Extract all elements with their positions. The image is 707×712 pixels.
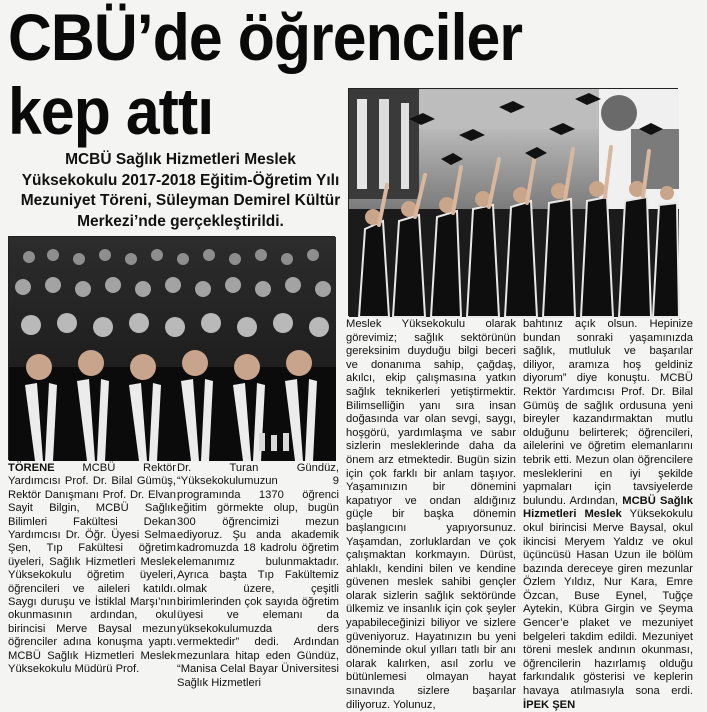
headline — [8, 0, 523, 148]
deck-subheading: MCBÜ Sağlık Hizmetleri Meslek Yüksekokulu 2017-2018 Eğitim-Öğretim Yılı Mezuniyet Töreni, Süleyman Demirel Kültür Merkezi’nde gerçekleştirildi. — [20, 151, 341, 230]
headline-line-2: kep attı — [8, 74, 214, 148]
lead-word: TÖRENE — [8, 462, 55, 474]
graduation-cap-toss-photo — [348, 88, 678, 316]
byline: İPEK ŞEN — [523, 698, 576, 711]
ceremony-audience-photo — [8, 236, 335, 460]
article-column-4 — [523, 318, 693, 712]
column-4-text-b: Yüksekokulu okul birincisi Merve Baysal, okul ikincisi Meryem Yaldız ve okul üçüncüsü Hasan Uzun ile bölüm bazında dereceye giren mezunlar Özlem Yıldız, Nur Kara, Emre Özcan, Buse Eynel, Tuğçe Aytekin, Kübra Girgin ve Şeyma Gencer’e plaket ve mezuniyet belgeleri takdim edildi. Mezuniyet töreni meslek andının okunması, öğrencilerin hazırlamış olduğu farkındalık gösterisi ve keplerin havaya atılmasıyla sona erdi. — [523, 508, 693, 698]
headline-line-1: CBÜ’de öğrenciler — [8, 0, 523, 74]
article-column-1 — [8, 462, 176, 677]
article-column-2 — [177, 462, 339, 690]
article-paragraph — [8, 462, 176, 677]
column-1-text: MCBÜ Rektör Yardımcısı Prof. Dr. Bilal Gümüş, Rektör Danışmanı Prof. Dr. Elvan Sayit Bilgin, MCBÜ Sağlık Bilimleri Fakültesi Dekan Yardımcısı Dr. Öğr. Üyesi Selma Şen, Tıp Fakültesi öğretim üyeleri, Sağlık Hizmetleri Meslek Yüksekokulu öğretim üyeleri, öğrencileri ve aileleri katıldı. Saygı duruşu ve İstiklal Marşı’nın okunmasının ardından, okul birincisi Merve Baysal mezun öğrenciler adına konuşma yaptı. MCBÜ Sağlık Hizmetleri Meslek Yüksekokulu Müdürü Prof. — [8, 462, 177, 676]
column-2-text: Dr. Turan Gündüz, “Yüksekokulumuzun 9 programında 1370 öğrenci eğitim görmekte olup, bugün 300 öğrencimizi mezun ediyoruz. Şu anda akademik kadromuzda 18 kadrolu öğretim elemanımız bulunmaktadır. Ayrıca başta Tıp Fakültemiz olmak üzere, çeşitli birimlerinden çok sayıda öğretim üyesi ve elemanı da yüksekokulumuzda ders vermektedir” dedi. Ardından mezunlara hitap eden Gündüz, “Manisa Celal Bayar Üniversitesi Sağlık Hizmetleri — [177, 462, 339, 689]
article-paragraph — [523, 318, 693, 712]
column-3-text: Meslek Yüksekokulu olarak görevimiz; sağlık sektörünün gereksinim duyduğu bilgi beceri ve donanıma sahip, çağdaş, akılcı, ekip çalışmasına yatkın sağlık teknikerleri yetiştirmektir. Bilimselliğin yanı sıra insan doğasında var olan sevgi, saygı, hoşgörü, yardımlaşma ve sabır sizlerin mesleklerinde daha da önem arz etmektedir. Bugün sizin için çok farklı bir anlam taşıyor. Yaşamınızın bir dönemini kapatıyor ve ondan aldığınız güçle bir başka dönemin başlangıcını yapıyorsunuz. Yaşamdan, zorluklardan ve çok çalışmaktan korkmayın. Dürüst, ahlaklı, kendini bilen ve kendine güvenen meslek sahibi gençler olarak sizlerin sağlık sektöründe ülkemiz ve insanlık için çok şeyler yapabileceğinizi biliyor ve sizlere güveniyoruz. Hayatınızın bu yeni döneminde okul yılları tatlı bir anı olarak kalırken, asıl zorlu ve bütünlemesi olmayan hayat sınavında sizlere başarılar diliyoruz. Yolunuz, — [346, 318, 516, 711]
column-4-text-a: bahtınız açık olsun. Hepinize bundan sonraki yaşamınızda sağlık, mutluluk ve başarılar diliyor, aramıza hoş geldiniz diyorum” diye konuştu. MCBÜ Rektör Yardımcısı Prof. Dr. Bilal Gümüş de sağlık ordusuna yeni bireyler kazandırmaktan mutlu olduğunu belirterek; öğrencileri, ailelerini ve öğretim elemanlarını tebrik etti. Mezun olan öğrencilere mesleklerini en iyi şekilde yapmaları için tavsiyelerde bulundu. Ardından, — [523, 318, 693, 507]
article-column-3 — [346, 318, 516, 712]
column-4-bold: MCBÜ Sağlık Hizmetleri Meslek — [523, 494, 693, 521]
